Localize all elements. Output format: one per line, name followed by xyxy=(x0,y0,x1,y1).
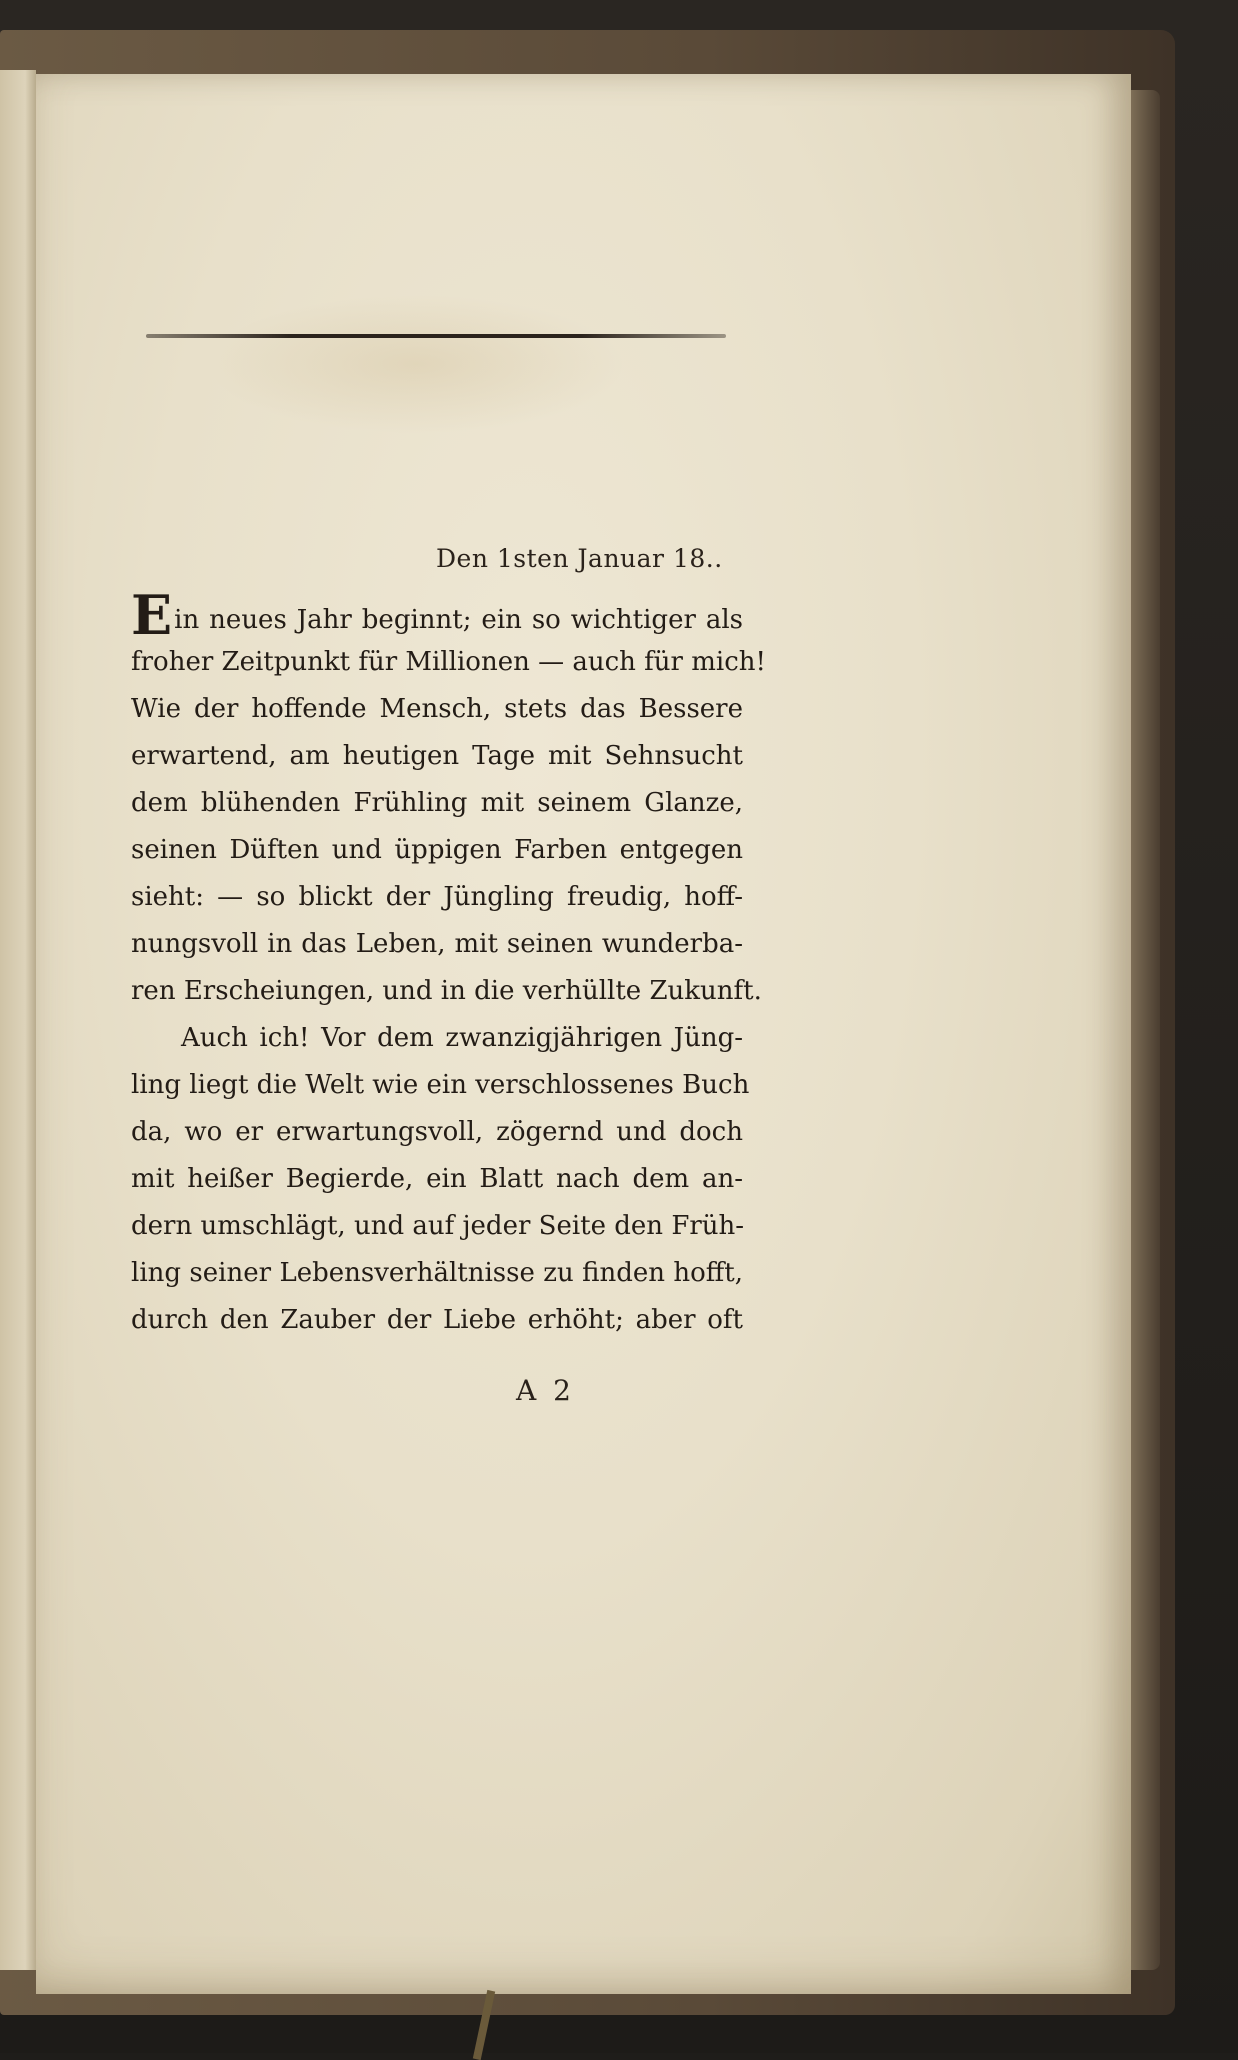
text-line: nungsvoll in das Leben, mit seinen wunderba- xyxy=(131,929,743,959)
text-line: sieht: — so blickt der Jüngling freudig, hoff- xyxy=(131,882,743,912)
previous-page-edge xyxy=(0,70,36,1970)
text-line: froher Zeitpunkt für Millionen — auch für mich! xyxy=(131,647,766,677)
text-line: ling seiner Lebensverhältnisse zu finden hofft, xyxy=(131,1258,743,1288)
text-line: da, wo er erwartungsvoll, zögernd und doch xyxy=(131,1117,743,1147)
text-line: Wie der hoffende Mensch, stets das Bessere xyxy=(131,694,743,724)
signature-mark: A 2 xyxy=(516,1374,575,1407)
text-line: ren Erscheiungen, und in die verhüllte Zukunft. xyxy=(131,976,762,1006)
text-line: seinen Düften und üppigen Farben entgegen xyxy=(131,835,743,865)
text-line: dem blühenden Frühling mit seinem Glanze, xyxy=(131,788,743,818)
text-line: dern umschlägt, und auf jeder Seite den Früh- xyxy=(131,1211,745,1241)
paper-stain xyxy=(206,294,626,434)
dateline: Den 1sten Januar 18.. xyxy=(436,544,723,573)
drop-cap: E xyxy=(131,583,173,647)
body-text xyxy=(131,583,766,1344)
text-line: durch den Zauber der Liebe erhöht; aber oft xyxy=(131,1305,743,1335)
text-line: ling liegt die Welt wie ein verschlossenes Buch xyxy=(131,1070,750,1100)
text-line: Ein neues Jahr beginnt; ein so wichtiger als xyxy=(131,583,743,647)
header-rule xyxy=(146,334,726,338)
text-line: erwartend, am heutigen Tage mit Sehnsucht xyxy=(131,741,743,771)
text-line: mit heißer Begierde, ein Blatt nach dem an- xyxy=(131,1164,743,1194)
text-line: Auch ich! Vor dem zwanzigjährigen Jüng- xyxy=(181,1023,743,1053)
book-page xyxy=(36,74,1131,1994)
